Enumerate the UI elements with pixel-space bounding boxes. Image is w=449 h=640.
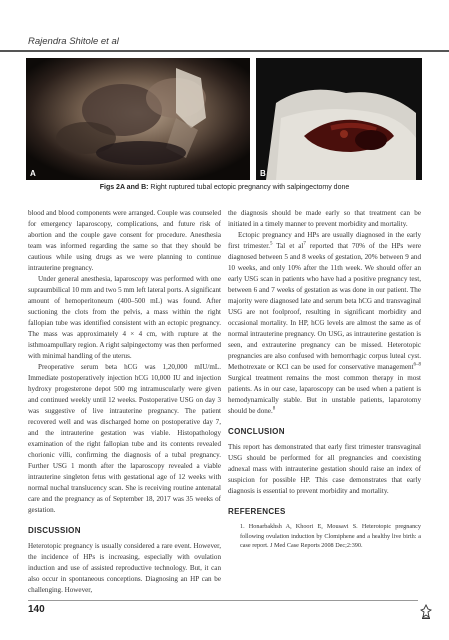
text-segment: Ectopic pregnancy and HPs are usually diagnosed in the early first trimester. bbox=[228, 231, 421, 250]
citation-superscript: 5 bbox=[269, 241, 273, 247]
reference-item: 1. Honarbakhsh A, Khoori E, Mousavi S. Heterotopic pregnancy following ovulation induction by Clomiphene and a healthy live birth: a case report. J Med Case Reports 2008 Dec;2:390. bbox=[240, 523, 421, 549]
references-heading: REFERENCES bbox=[228, 507, 286, 516]
figure-caption-prefix: Figs 2A and B: bbox=[99, 184, 149, 191]
figure-2b-specimen-image bbox=[256, 58, 422, 180]
running-header-author: Rajendra Shitole et al bbox=[28, 36, 119, 47]
citation-superscript: 6–8 bbox=[413, 362, 421, 368]
paragraph-discussion: Heterotopic pregnancy is usually considered a rare event. However, the incidence of HPs is increasing, especially with ovulation induction and use of assisted reproductive technology. But, it can also occur in spontaneous conceptions. Diagnosing an HP can be challenging. However, bbox=[28, 542, 221, 594]
text-segment: Surgical treatment remains the most common therapy in most patients. As in our case, laparoscopy can be used when a patient is hemodynamically stable. But in unstable patients, laparotomy should be done. bbox=[228, 374, 421, 415]
citation-superscript: 7 bbox=[303, 241, 306, 247]
specimen-photo bbox=[256, 58, 422, 180]
figure-caption bbox=[0, 184, 449, 191]
figure-b-label: B bbox=[260, 169, 266, 178]
paragraph-diagnosis: the diagnosis should be made early so that treatment can be initiated in a timely manner to prevent morbidity and mortality. bbox=[228, 209, 421, 228]
left-text-column bbox=[28, 208, 221, 596]
laparoscopy-photo bbox=[26, 58, 250, 180]
header-rule bbox=[0, 50, 449, 52]
figure-a-label: A bbox=[30, 169, 36, 178]
discussion-heading: DISCUSSION bbox=[28, 526, 81, 535]
paragraph-laparoscopy: Under general anesthesia, laparoscopy was performed with one supraumbilical 10 mm and two 5 mm left lateral ports. A significant amount of hemoperitoneum (400–500 mL) was found. After suctioning the clots from the pelvis, a mass within the right fallopian tube was identified consistent with an ectopic pregnancy. The mass was approximately 4 × 4 cm, with rupture at the isthmoampullary region. A right salpingectomy was then performed with minimal handling of the uterus. bbox=[28, 275, 221, 360]
right-text-column bbox=[228, 208, 421, 551]
paragraph-conclusion: This report has demonstrated that early first trimester transvaginal USG should be performed for all pregnancies and coexisting adnexal mass with intrauterine gestation should raise an index of suspicion for possible HP. This case demonstrates that early diagnosis is essential to prevent morbidity and mortality. bbox=[228, 443, 421, 495]
text-segment: reported that 70% of the HPs were diagnosed between 5 and 8 weeks of gestation, 20% between 9 and 10 weeks, and only 10% after the 11th week. We should offer an early USG scan in patients who have had a positive pregnancy test, between 6 and 7 weeks of gestation as was done in our patient. The majority were diagnosed late and serum beta hCG and transvaginal USG are not foolproof, resulting in significant morbidity and occasional mortality. In HP, hCG levels are almost the same as of normal intrauterine pregnancy. On USG, as intrauterine gestation is seen, and extrauterine pregnancy can be missed. Heterotopic pregnancies are also confused with hemorrhagic corpus luteal cyst. Methotrexate or KCl can be used for conservative management bbox=[228, 242, 422, 371]
citation-superscript: 8 bbox=[272, 406, 276, 412]
paragraph-postoperative: Preoperative serum beta hCG was 1,20,000 mIU/mL. Immediate postoperatively injection hCG 10,000 IU and injection hydroxy progesterone depot 500 mg intramuscularly were given and continued weekly until 12 weeks. Postoperative USG on day 3 was suggestive of live intrauterine pregnancy. The patient recovered well and was discharged home on postoperative day 7, and the intrauterine gestation was viable. Histopathology examination of the right fallopian tube and its contents revealed chorionic villi, confirming the diagnosis of a tubal pregnancy. Further USG 1 month after the laparoscopy revealed a viable intrauterine singleton fetus with gestational age of 12 weeks with normal nuchal translucency scan. She is receiving routine antenatal care and the pregnancy as of September 18, 2017 was 35 weeks of gestation. bbox=[28, 363, 221, 514]
footer-rule bbox=[28, 600, 418, 601]
paragraph-ectopic bbox=[228, 230, 421, 417]
publisher-logo-icon bbox=[419, 604, 433, 620]
figure-2a-laparoscopy-image bbox=[26, 58, 250, 180]
paragraph-counseling: blood and blood components were arranged. Couple was counseled for emergency laparoscopy, complications, and future risk of abortion and the couple gave consent for procedure. Anesthesia team was informed regarding the same so that they should be cautious while using drugs as we were planning to continue intrauterine pregnancy. bbox=[28, 209, 221, 272]
page-number: 140 bbox=[28, 604, 45, 615]
conclusion-heading: CONCLUSION bbox=[228, 427, 285, 436]
figure-caption-text: Right ruptured tubal ectopic pregnancy with salpingectomy done bbox=[148, 184, 350, 191]
text-segment: Tal et al bbox=[272, 242, 304, 250]
